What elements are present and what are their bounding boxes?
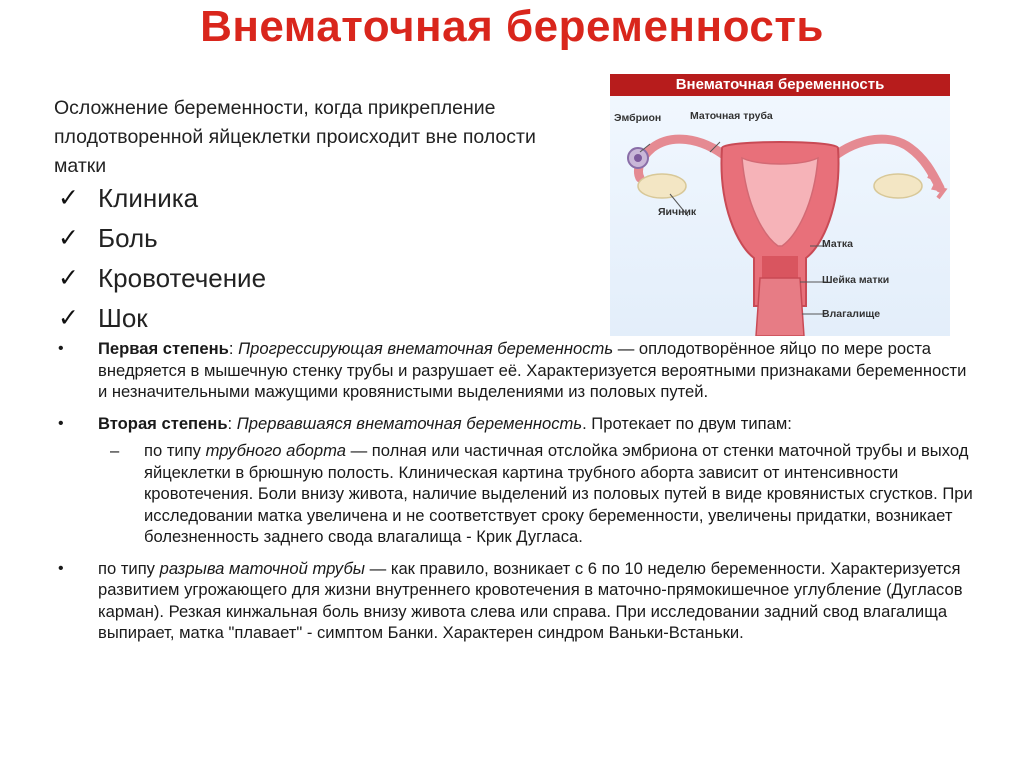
- second-degree-name: Прервавшаяся внематочная беременность: [236, 413, 583, 433]
- bullet-tube-rupture: [58, 558, 978, 644]
- label-uterus: Матка: [822, 238, 853, 250]
- tube-rupture-text: — как правило, возникает с 6 по 10 неделю беременности. Характеризуется развитием угрожающего для жизни внутреннего кровотечения в маточно-прямокишечное углубление (Дугласов карман). Резкая кинжальная боль внизу живота слева или справа. При исследовании задний свод влагалища выпирает, матка "плавает" - симптом Банки. Характерен синдром Ваньки-Встаньки.: [98, 558, 963, 642]
- second-degree-text: . Протекает по двум типам:: [582, 413, 792, 433]
- vagina: [756, 278, 804, 336]
- bullet-dot: •: [58, 340, 64, 357]
- bullet-dot: •: [58, 559, 64, 577]
- bullet-first-degree: • Первая степень: Прогрессирующая внематочная беременность — оплодотворённое яйцо по мере роста внедряется в мышечную стенку трубы и разрушает её. Характеризуется вероятными признаками беременности и незначительными мажущими кровянистыми выделениями из половых путей.: [58, 339, 967, 401]
- first-degree-term: Первая степень: [98, 339, 229, 358]
- tube-rupture-term: разрыва маточной трубы: [159, 558, 366, 578]
- dash-marker: –: [110, 441, 120, 460]
- checklist-item: [58, 178, 266, 218]
- label-cervix: Шейка матки: [822, 274, 890, 286]
- tube-rupture-prefix: по типу: [98, 558, 160, 578]
- first-degree-name: Прогрессирующая внематочная беременность: [238, 339, 614, 358]
- embryo-core: [634, 154, 642, 162]
- checklist-item: [58, 218, 266, 258]
- label-fallopian-tube: Маточная труба: [690, 110, 773, 122]
- tubal-abortion-text: — полная или частичная отслойка эмбриона от стенки маточной трубы и выход яйцеклетки в брюшную полость. Клиническая картина трубного аборта зависит от интенсивности кровотечения. Боли внизу живота, наличие выделений из половых путей в виде кровянистых сгустков. При исследовании матка увеличена и не соответствует сроку беременности, увеличены придатки, возникает болезненность заднего свода влагалища - Крик Дугласа.: [144, 441, 973, 546]
- first-degree-text: — оплодотворённое яйцо по мере роста внедряется в мышечную стенку трубы и разрушает её. Характеризуется вероятными признаками беременности и незначительными мажущими кровянистыми выделениями из половых путей.: [98, 339, 967, 401]
- second-degree-term: Вторая степень: [98, 413, 228, 433]
- anatomy-figure: [610, 74, 950, 336]
- checkmark-icon: ✓: [58, 224, 79, 252]
- checkmark-icon: ✓: [58, 304, 79, 332]
- checkmark-icon: ✓: [58, 264, 79, 292]
- checklist-item: [58, 258, 266, 298]
- tubal-abortion-prefix: по типу: [144, 441, 206, 460]
- checkmark-icon: ✓: [58, 184, 79, 212]
- bullet-second-degree: • Вторая степень: Прервавшаяся внематочная беременность. Протекает по двум типам:: [58, 413, 792, 433]
- checklist-label: Кровотечение: [98, 263, 267, 293]
- bullet-dot: •: [58, 414, 64, 432]
- label-vagina: Влагалище: [822, 308, 881, 320]
- checklist-label: Шок: [98, 303, 148, 333]
- checklist-item: [58, 298, 266, 338]
- label-embryo: Эмбрион: [614, 112, 662, 124]
- checklist-label: Клиника: [98, 183, 199, 213]
- left-ovary: [638, 174, 686, 198]
- slide-title: Внематочная беременность: [200, 2, 824, 51]
- symptom-checklist: [58, 178, 266, 338]
- cervix: [762, 256, 798, 278]
- intro-definition: Осложнение беременности, когда прикрепление плодотворенной яйцеклетки происходит вне полости матки: [54, 97, 536, 177]
- checklist-label: Боль: [98, 223, 158, 253]
- figure-title: Внематочная беременность: [610, 74, 950, 96]
- right-ovary: [874, 174, 922, 198]
- tubal-abortion-term: трубного аборта: [205, 441, 346, 460]
- left-fallopian-tube: [639, 139, 729, 178]
- label-ovary: Яичник: [658, 206, 697, 218]
- details-list: [58, 338, 978, 654]
- sub-bullet-tubal-abortion: [58, 440, 978, 548]
